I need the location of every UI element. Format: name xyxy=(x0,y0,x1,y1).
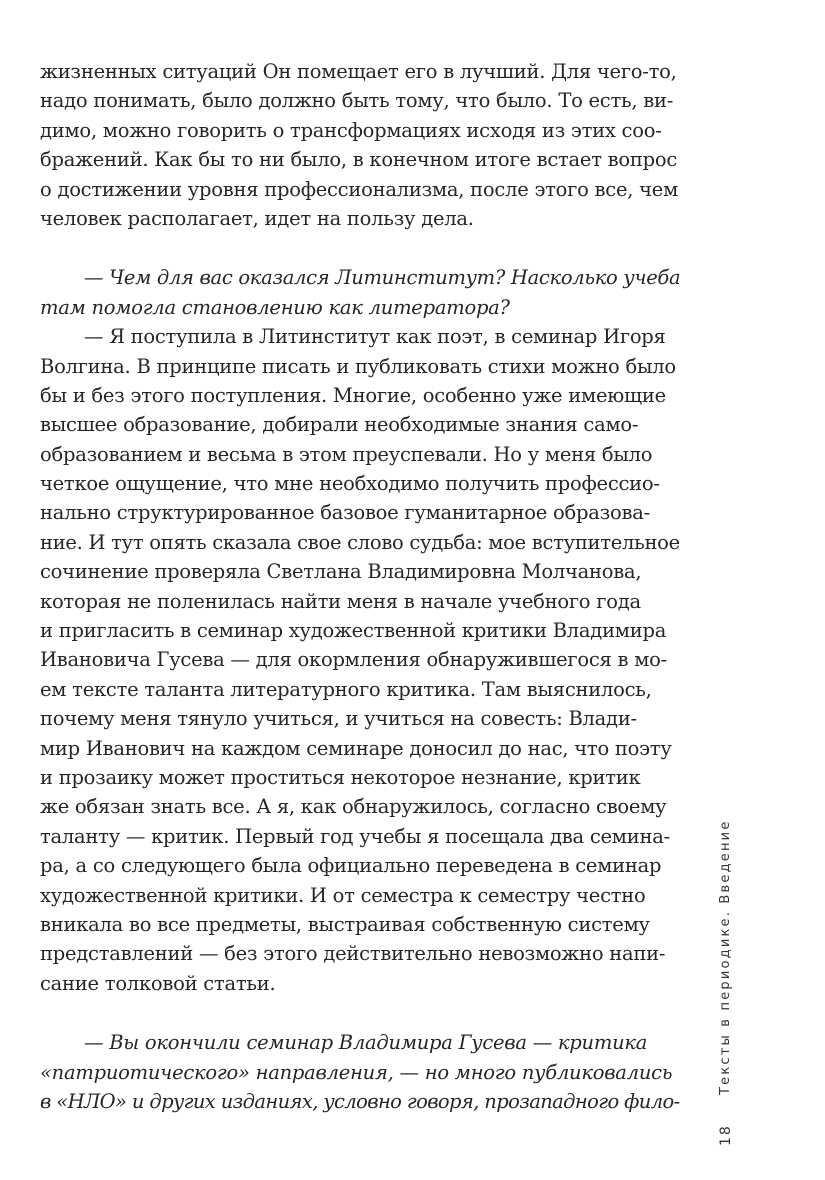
page-number: 18 xyxy=(718,1124,734,1146)
text-line: человек располагает, идет на пользу дела. xyxy=(40,206,474,230)
running-head: Тексты в периодике. Введение xyxy=(718,819,733,1095)
interview-question xyxy=(40,1028,680,1116)
text-line: представлений — без этого действительно невозможно напи- xyxy=(40,942,666,966)
text-line: бражений. Как бы то ни было, в конечном итоге встает вопрос xyxy=(40,148,678,172)
paragraph xyxy=(40,57,680,233)
text-line: таланту — критик. Первый год учебы я посещала два семина- xyxy=(40,824,670,848)
text-line: в «НЛО» и других изданиях, условно говоря, прозападного фило- xyxy=(40,1089,680,1113)
paragraph-gap xyxy=(40,233,680,263)
text-line: мир Иванович на каждом семинаре доносил до нас, что поэту xyxy=(40,736,672,760)
text-line: бы и без этого поступления. Многие, особенно уже имеющие xyxy=(40,383,666,407)
text-line: высшее образование, добирали необходимые знания само- xyxy=(40,413,639,437)
text-line: нально структурированное базовое гуманитарное образова- xyxy=(40,501,650,525)
text-line: художественной критики. И от семестра к семестру честно xyxy=(40,883,646,907)
text-line: сочинение проверяла Светлана Владимировна Молчанова, xyxy=(40,560,642,584)
text-line: — Вы окончили семинар Владимира Гусева — критика xyxy=(84,1031,648,1055)
text-line: — Чем для вас оказался Литинститут? Насколько учеба xyxy=(84,266,681,290)
text-line: образованием и весьма в этом преуспевали. Но у меня было xyxy=(40,442,653,466)
text-line: жизненных ситуаций Он помещает его в лучший. Для чего-то, xyxy=(40,60,677,83)
text-line: и прозаику может проститься некоторое незнание, критик xyxy=(40,765,641,789)
text-line: которая не поленилась найти меня в начале учебного года xyxy=(40,589,641,613)
text-line: сание толковой статьи. xyxy=(40,971,276,995)
text-line: почему меня тянуло учиться, и учиться на совесть: Влади- xyxy=(40,707,637,731)
text-line: — Я поступила в Литинститут как поэт, в семинар Игоря xyxy=(84,325,666,349)
text-line: ние. И тут опять сказала свое слово судьба: мое вступительное xyxy=(40,530,680,554)
interview-question xyxy=(40,263,680,322)
text-line: ем тексте таланта литературного критика. Там выяснилось, xyxy=(40,677,652,701)
interview-answer xyxy=(40,322,680,998)
paragraph-gap xyxy=(40,998,680,1028)
text-line: четкое ощущение, что мне необходимо получить профессио- xyxy=(40,472,660,496)
text-line: «патриотического» направления, — но много публиковались xyxy=(40,1060,673,1084)
text-line: Ивановича Гусева — для окормления обнаружившегося в мо- xyxy=(40,648,667,672)
text-line: вникала во все предметы, выстраивая собственную систему xyxy=(40,912,650,936)
text-line: там помогла становлению как литератора? xyxy=(40,295,510,319)
page-body xyxy=(40,57,680,1116)
text-line: Волгина. В принципе писать и публиковать стихи можно было xyxy=(40,354,676,378)
text-line: димо, можно говорить о трансформациях исходя из этих соо- xyxy=(40,118,662,142)
text-line: надо понимать, было должно быть тому, что было. То есть, ви- xyxy=(40,89,674,113)
text-line: же обязан знать все. А я, как обнаружилось, согласно своему xyxy=(40,795,667,819)
text-line: ра, а со следующего была официально переведена в семинар xyxy=(40,854,662,878)
text-line: и пригласить в семинар художественной критики Владимира xyxy=(40,619,667,643)
text-line: о достижении уровня профессионализма, после этого все, чем xyxy=(40,177,678,201)
